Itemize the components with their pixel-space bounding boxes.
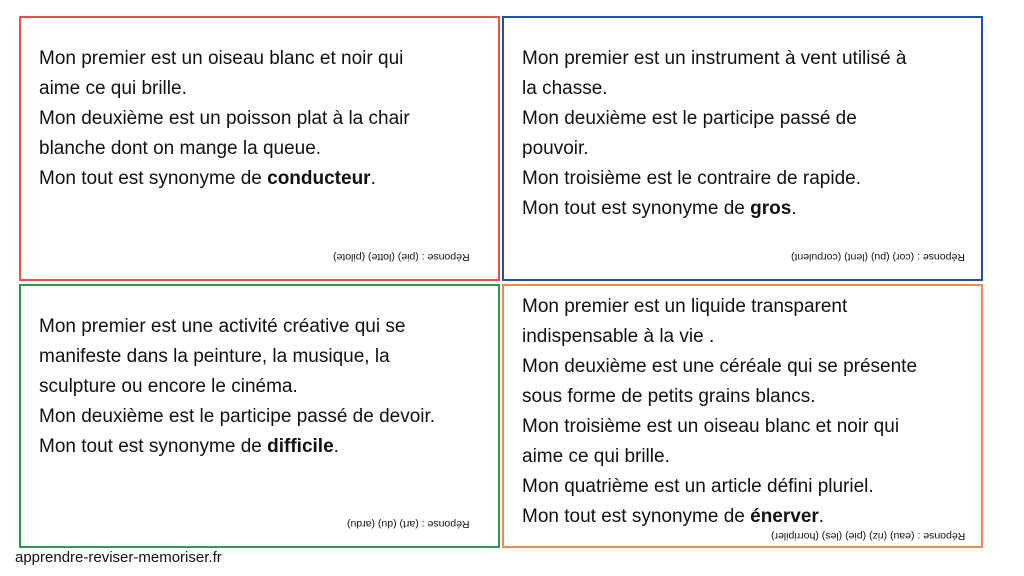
riddle-line: pouvoir. [522,138,589,159]
riddle-card-1 [19,16,500,281]
riddle-line: sculpture ou encore le cinéma. [39,376,298,397]
riddle-line: Mon premier est une activité créative qui se [39,316,406,337]
final-suffix: . [791,198,797,219]
final-suffix: . [818,506,825,527]
riddle-line: Mon premier est un instrument à vent utilisé à [522,48,907,69]
riddle-line: sous forme de petits grains blancs. [522,386,816,407]
final-prefix: Mon tout est synonyme de [39,168,268,189]
final-prefix: Mon tout est synonyme de [522,198,751,219]
riddle-text [39,312,484,462]
riddle-final-line [522,194,967,224]
riddle-text [522,44,967,224]
synonym-word: gros [750,198,792,219]
riddle-line: aime ce qui brille. [522,446,670,467]
riddle-line: Mon deuxième est le participe passé de [522,108,857,129]
riddle-line: Mon deuxième est un poisson plat à la chair [39,108,410,129]
upside-down-answer: Réponse : (eau) (riz) (pie) (les) (horripiler) [770,530,965,542]
riddle-line: la chasse. [522,78,608,99]
riddle-line: aime ce qui brille. [39,78,187,99]
site-credit: apprendre-reviser-memoriser.fr [15,549,222,566]
riddle-final-line [39,432,484,462]
riddle-line: Mon premier est un liquide transparent [522,296,848,317]
riddle-line: Mon troisième est un oiseau blanc et noir qui [522,416,900,437]
riddle-line: Mon deuxième est une céréale qui se présente [522,356,918,377]
riddle-text [522,292,967,532]
final-prefix: Mon tout est synonyme de [39,436,268,457]
synonym-word: conducteur [267,168,371,189]
riddle-line: Mon troisième est le contraire de rapide. [522,168,861,189]
riddle-text [39,44,484,194]
riddle-line: Mon deuxième est le participe passé de devoir. [39,406,436,427]
riddle-line: Mon quatrième est un article défini pluriel. [522,476,874,497]
riddle-card-2 [502,16,983,281]
final-prefix: Mon tout est synonyme de [522,506,751,527]
synonym-word: énerver [750,506,819,527]
upside-down-answer: Réponse : (pie) (lotte) (pilote) [333,251,470,263]
final-suffix: . [370,168,376,189]
synonym-word: difficile [267,436,334,457]
riddle-card-4 [502,284,983,548]
upside-down-answer: Réponse : (art) (du) (ardu) [347,518,470,530]
riddle-line: Mon premier est un oiseau blanc et noir qui [39,48,404,69]
riddle-line: indispensable à la vie . [522,326,715,347]
riddle-final-line [39,164,484,194]
riddle-final-line [522,502,967,532]
upside-down-answer: Réponse : (cor) (pu) (lent) (corpulent) [791,251,965,263]
final-suffix: . [333,436,339,457]
riddle-line: blanche dont on mange la queue. [39,138,322,159]
riddle-line: manifeste dans la peinture, la musique, la [39,346,390,367]
riddle-card-3 [19,284,500,548]
